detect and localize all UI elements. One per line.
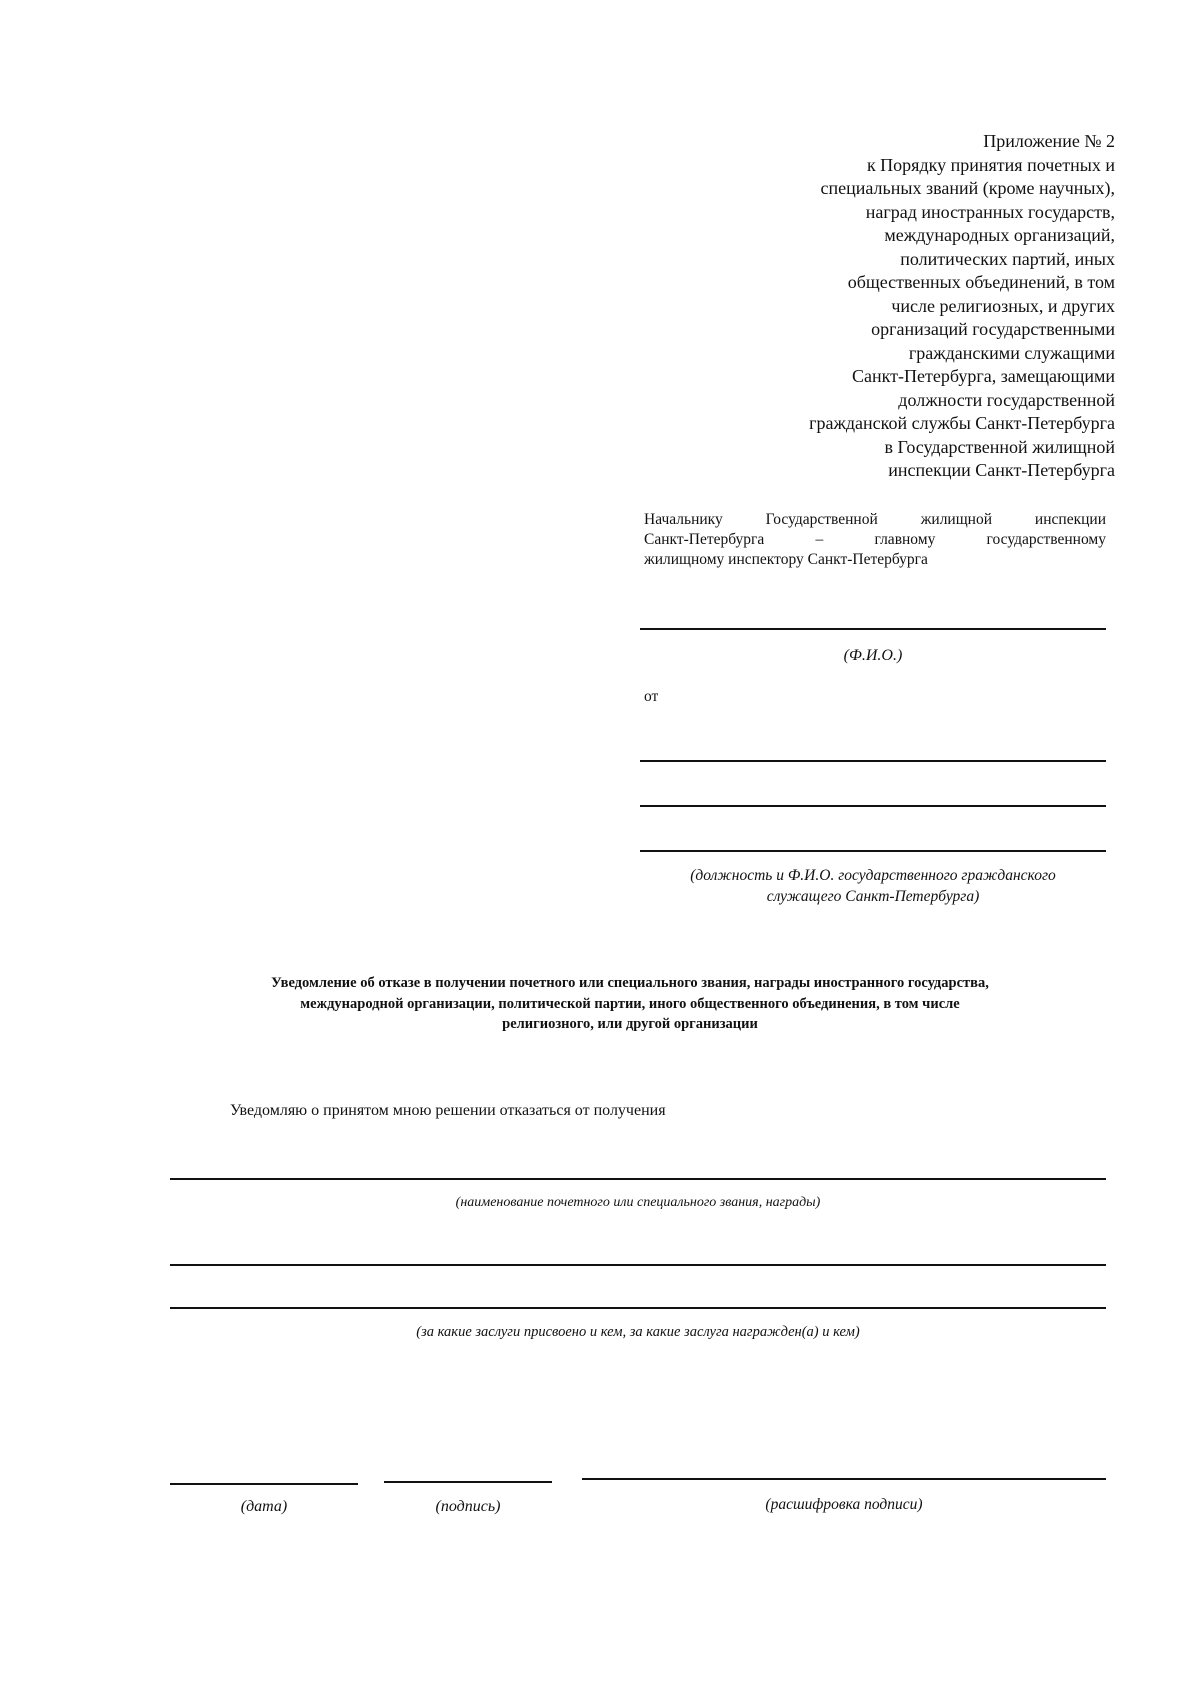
addressee-line: Начальнику Государственной жилищной инспекции [644,511,1106,528]
appendix-line: в Государственной жилищной [884,436,1115,457]
appendix-line: международных организаций, [884,225,1115,245]
date-input-line[interactable] [170,1483,358,1485]
appendix-line: гражданскими служащими [908,342,1115,363]
appendix-line: организаций государственными [871,319,1115,339]
appendix-line: наград иностранных государств, [865,201,1115,222]
appendix-line: политических партий, иных [900,248,1115,269]
addressee-block [644,510,1106,570]
sender-input-line-1[interactable] [640,760,1106,762]
addressee-line: Санкт-Петербурга – главному государственному [644,531,1106,548]
date-caption: (дата) [240,1498,288,1515]
fio-input-line[interactable] [640,628,1106,630]
appendix-line: гражданской службы Санкт-Петербурга [809,413,1115,433]
merits-caption: (за какие заслуги присвоено и кем, за какие заслуга награжден(а) и кем) [416,1324,860,1340]
appendix-line: должности государственной [898,389,1115,410]
position-caption-line: служащего Санкт-Петербурга) [766,888,980,905]
appendix-line: Приложение № 2 [983,131,1115,151]
title-line: религиозного, или другой организации [502,1016,758,1032]
signature-decoding-input-line[interactable] [582,1478,1106,1480]
position-caption [640,865,1106,907]
intro-text: Уведомляю о принятом мною решении отказаться от получения [230,1102,666,1119]
sender-input-line-2[interactable] [640,805,1106,807]
award-name-caption: (наименование почетного или специального звания, награды) [455,1195,821,1210]
appendix-line: инспекции Санкт-Петербурга [888,460,1115,480]
sender-input-line-3[interactable] [640,850,1106,852]
appendix-line: специальных званий (кроме научных), [820,178,1115,198]
position-caption-line: (должность и Ф.И.О. государственного гражданского [690,867,1056,884]
signature-decoding-caption: (расшифровка подписи) [765,1496,923,1513]
fio-caption: (Ф.И.О.) [843,647,903,664]
appendix-line: числе религиозных, и других [891,295,1115,316]
from-label: от [644,688,659,705]
appendix-line: к Порядку принятия почетных и [866,154,1115,175]
title-line: международной организации, политической партии, иного общественного объединения, в том числе [300,995,960,1012]
appendix-line: Санкт-Петербурга, замещающими [852,366,1115,386]
award-name-input-line[interactable] [170,1178,1106,1180]
signature-caption: (подпись) [435,1498,501,1515]
merits-input-line-1[interactable] [170,1264,1106,1266]
appendix-header [695,130,1115,483]
notification-title [150,973,1110,1035]
addressee-line: жилищному инспектору Санкт-Петербурга [644,551,928,568]
merits-input-line-2[interactable] [170,1307,1106,1309]
appendix-line: общественных объединений, в том [847,272,1115,292]
title-line: Уведомление об отказе в получении почетного или специального звания, награды иностранного государства, [271,975,989,991]
signature-input-line[interactable] [384,1481,552,1483]
